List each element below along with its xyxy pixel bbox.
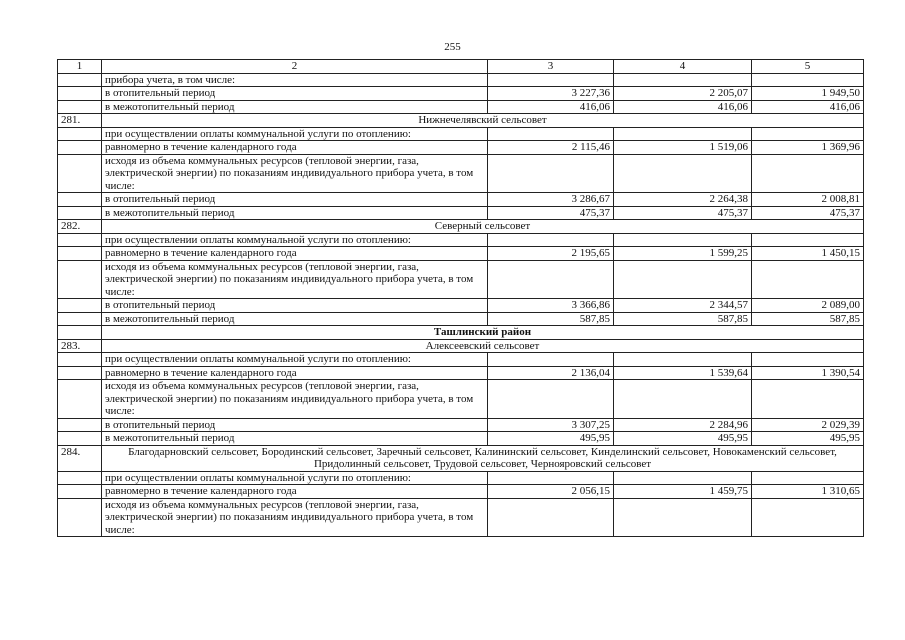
value-col4 — [614, 260, 752, 299]
empty-cell — [614, 353, 752, 367]
value-col3: 2 115,46 — [488, 141, 614, 155]
empty-cell — [58, 432, 102, 446]
column-header: 2 — [102, 60, 488, 74]
empty-cell — [488, 353, 614, 367]
empty-cell — [488, 233, 614, 247]
table-row — [58, 141, 864, 155]
empty-cell — [58, 260, 102, 299]
empty-cell — [488, 471, 614, 485]
table-row — [58, 498, 864, 537]
value-col3: 3 227,36 — [488, 87, 614, 101]
value-col5: 2 089,00 — [752, 299, 864, 313]
table-row — [58, 154, 864, 193]
column-header: 5 — [752, 60, 864, 74]
value-col3 — [488, 73, 614, 87]
row-label: в отопительный период — [102, 87, 488, 101]
value-col4: 416,06 — [614, 100, 752, 114]
value-col3 — [488, 260, 614, 299]
empty-cell — [58, 353, 102, 367]
empty-cell — [58, 418, 102, 432]
row-label: равномерно в течение календарного года — [102, 247, 488, 261]
value-col4: 1 519,06 — [614, 141, 752, 155]
value-col3: 416,06 — [488, 100, 614, 114]
empty-cell — [614, 471, 752, 485]
empty-cell — [614, 127, 752, 141]
value-col4: 587,85 — [614, 312, 752, 326]
value-col4: 2 284,96 — [614, 418, 752, 432]
value-col5: 416,06 — [752, 100, 864, 114]
section-title: Нижнечелявский сельсовет — [102, 114, 864, 128]
row-label: равномерно в течение календарного года — [102, 366, 488, 380]
value-col4: 1 539,64 — [614, 366, 752, 380]
value-col5 — [752, 380, 864, 419]
row-label: исходя из объема коммунальных ресурсов (тепловой энергии, газа, электрической энергии) по показаниям индивидуального прибора учета, в том числе: — [102, 498, 488, 537]
empty-cell — [58, 485, 102, 499]
table-row — [58, 100, 864, 114]
row-label: при осуществлении оплаты коммунальной услуги по отоплению: — [102, 233, 488, 247]
value-col5 — [752, 73, 864, 87]
empty-cell — [614, 233, 752, 247]
value-col3: 495,95 — [488, 432, 614, 446]
table-row — [58, 206, 864, 220]
table-row — [58, 485, 864, 499]
value-col3: 2 136,04 — [488, 366, 614, 380]
empty-cell — [58, 100, 102, 114]
empty-cell — [58, 87, 102, 101]
row-label: равномерно в течение календарного года — [102, 485, 488, 499]
table-row — [58, 471, 864, 485]
value-col5: 2 029,39 — [752, 418, 864, 432]
page-number: 255 — [444, 41, 461, 53]
empty-cell — [58, 299, 102, 313]
value-col3: 475,37 — [488, 206, 614, 220]
table-row — [58, 353, 864, 367]
value-col3: 3 366,86 — [488, 299, 614, 313]
table-row — [58, 127, 864, 141]
table-row — [58, 233, 864, 247]
value-col3 — [488, 154, 614, 193]
section-number: 283. — [58, 339, 102, 353]
empty-cell — [58, 73, 102, 87]
value-col4 — [614, 380, 752, 419]
value-col5: 475,37 — [752, 206, 864, 220]
section-number: 284. — [58, 445, 102, 471]
section-title: Северный сельсовет — [102, 220, 864, 234]
empty-cell — [752, 127, 864, 141]
section-row — [58, 114, 864, 128]
value-col5: 1 369,96 — [752, 141, 864, 155]
value-col4: 1 599,25 — [614, 247, 752, 261]
value-col4: 2 344,57 — [614, 299, 752, 313]
row-label: в межотопительный период — [102, 432, 488, 446]
empty-cell — [58, 380, 102, 419]
section-number: 281. — [58, 114, 102, 128]
empty-cell — [58, 127, 102, 141]
value-col3: 2 056,15 — [488, 485, 614, 499]
table-header-row — [58, 60, 864, 74]
section-title: Алексеевский сельсовет — [102, 339, 864, 353]
value-col5: 1 450,15 — [752, 247, 864, 261]
section-row — [58, 445, 864, 471]
value-col5 — [752, 260, 864, 299]
empty-cell — [58, 312, 102, 326]
empty-cell — [58, 233, 102, 247]
table-row — [58, 247, 864, 261]
row-label: в межотопительный период — [102, 206, 488, 220]
row-label: при осуществлении оплаты коммунальной услуги по отоплению: — [102, 471, 488, 485]
section-row — [58, 339, 864, 353]
value-col4: 1 459,75 — [614, 485, 752, 499]
empty-cell — [58, 141, 102, 155]
district-row — [58, 326, 864, 340]
row-label: при осуществлении оплаты коммунальной услуги по отоплению: — [102, 353, 488, 367]
row-label: в отопительный период — [102, 299, 488, 313]
district-title: Ташлинский район — [102, 326, 864, 340]
table-row — [58, 432, 864, 446]
empty-cell — [752, 233, 864, 247]
value-col3 — [488, 498, 614, 537]
empty-cell — [752, 471, 864, 485]
row-label: прибора учета, в том числе: — [102, 73, 488, 87]
section-number: 282. — [58, 220, 102, 234]
value-col5: 1 310,65 — [752, 485, 864, 499]
empty-cell — [58, 498, 102, 537]
value-col4: 495,95 — [614, 432, 752, 446]
value-col3: 587,85 — [488, 312, 614, 326]
value-col4: 475,37 — [614, 206, 752, 220]
row-label: исходя из объема коммунальных ресурсов (тепловой энергии, газа, электрической энергии) по показаниям индивидуального прибора учета, в том числе: — [102, 260, 488, 299]
table-row — [58, 299, 864, 313]
empty-cell — [58, 326, 102, 340]
table-row — [58, 260, 864, 299]
value-col4 — [614, 498, 752, 537]
value-col4: 2 205,07 — [614, 87, 752, 101]
empty-cell — [58, 366, 102, 380]
column-header: 4 — [614, 60, 752, 74]
value-col5 — [752, 154, 864, 193]
value-col5: 1 390,54 — [752, 366, 864, 380]
value-col5: 1 949,50 — [752, 87, 864, 101]
table-row — [58, 87, 864, 101]
section-row — [58, 220, 864, 234]
empty-cell — [58, 206, 102, 220]
value-col3 — [488, 380, 614, 419]
empty-cell — [58, 471, 102, 485]
column-header: 3 — [488, 60, 614, 74]
value-col4 — [614, 154, 752, 193]
table-row — [58, 380, 864, 419]
row-label: в отопительный период — [102, 193, 488, 207]
row-label: в межотопительный период — [102, 312, 488, 326]
column-header: 1 — [58, 60, 102, 74]
empty-cell — [58, 193, 102, 207]
section-title: Благодарновский сельсовет, Бородинский сельсовет, Заречный сельсовет, Калининский сельсовет, Кинделинский сельсовет, Новокаменский сельсовет, Придолинный сельсовет, Трудовой сельсовет, Чернояровский сельсовет — [102, 445, 864, 471]
value-col5: 587,85 — [752, 312, 864, 326]
value-col5 — [752, 498, 864, 537]
tariff-table — [57, 59, 864, 537]
table-row — [58, 312, 864, 326]
row-label: равномерно в течение календарного года — [102, 141, 488, 155]
row-label: при осуществлении оплаты коммунальной услуги по отоплению: — [102, 127, 488, 141]
table-row — [58, 418, 864, 432]
value-col5: 495,95 — [752, 432, 864, 446]
table-row — [58, 73, 864, 87]
value-col5: 2 008,81 — [752, 193, 864, 207]
value-col4 — [614, 73, 752, 87]
empty-cell — [58, 154, 102, 193]
row-label: исходя из объема коммунальных ресурсов (тепловой энергии, газа, электрической энергии) по показаниям индивидуального прибора учета, в том числе: — [102, 380, 488, 419]
value-col3: 3 307,25 — [488, 418, 614, 432]
value-col3: 2 195,65 — [488, 247, 614, 261]
row-label: исходя из объема коммунальных ресурсов (тепловой энергии, газа, электрической энергии) по показаниям индивидуального прибора учета, в том числе: — [102, 154, 488, 193]
empty-cell — [58, 247, 102, 261]
value-col4: 2 264,38 — [614, 193, 752, 207]
empty-cell — [752, 353, 864, 367]
table-row — [58, 193, 864, 207]
empty-cell — [488, 127, 614, 141]
row-label: в межотопительный период — [102, 100, 488, 114]
table-row — [58, 366, 864, 380]
row-label: в отопительный период — [102, 418, 488, 432]
value-col3: 3 286,67 — [488, 193, 614, 207]
